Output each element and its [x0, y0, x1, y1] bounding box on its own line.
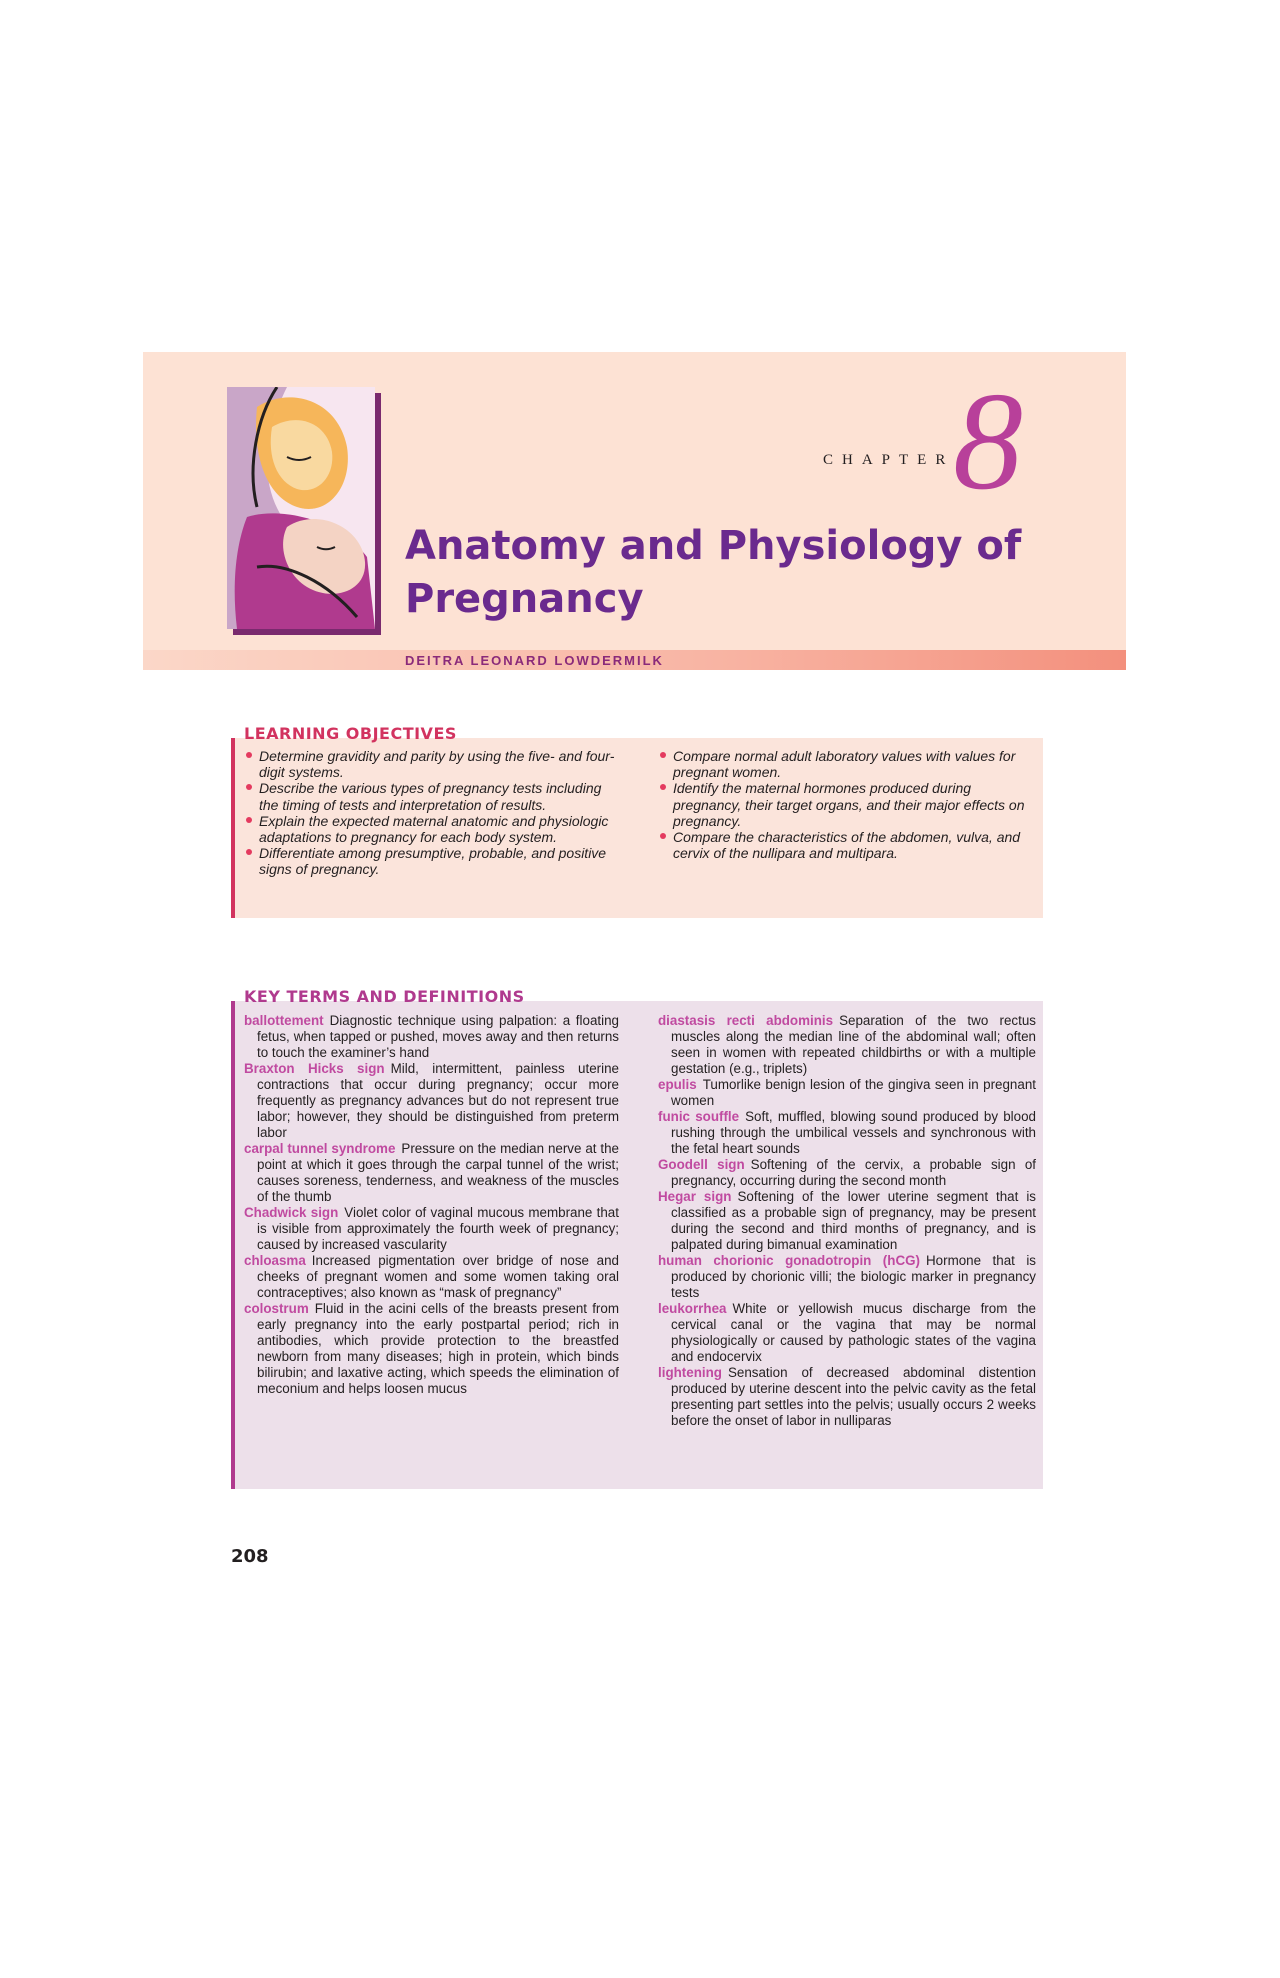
term-entry: [658, 1157, 1036, 1189]
term-entry: [244, 1253, 619, 1301]
term-entry: [244, 1141, 619, 1205]
term-name: carpal tunnel syndrome: [244, 1141, 396, 1156]
term-entry: [658, 1301, 1036, 1365]
mother-and-baby-illustration: [227, 387, 381, 635]
key-terms-left-list: [244, 1013, 619, 1397]
term-entry: [658, 1189, 1036, 1253]
chapter-number: 8: [953, 364, 1023, 519]
term-name: Braxton Hicks sign: [244, 1061, 385, 1076]
objective-item: Identify the maternal hormones produced during pregnancy, their target organs, and their major effects on pregnancy.: [658, 780, 1038, 829]
term-name: colostrum: [244, 1301, 309, 1316]
objective-item: Compare normal adult laboratory values with values for pregnant women.: [658, 748, 1038, 780]
objective-item: Differentiate among presumptive, probable, and positive signs of pregnancy.: [244, 845, 616, 877]
term-definition: Sensation of decreased abdominal distention produced by uterine descent into the pelvic cavity as the fetal presenting part settles into the pelvis; usually occurs 2 weeks before the onset of labor in nulliparas: [671, 1365, 1036, 1428]
objective-item: Explain the expected maternal anatomic and physiologic adaptations to pregnancy for each body system.: [244, 813, 616, 845]
term-definition: Mild, intermittent, painless uterine contractions that occur during pregnancy; occur more frequently as pregnancy advances but do not represent true labor; however, they should be distinguished from preterm labor: [257, 1061, 619, 1140]
term-entry: [658, 1013, 1036, 1077]
term-definition: Separation of the two rectus muscles along the median line of the abdominal wall; often seen in women with repeated childbirths or with a multiple gestation (e.g., triplets): [671, 1013, 1036, 1076]
author-name: DEITRA LEONARD LOWDERMILK: [405, 653, 664, 668]
objective-item: Determine gravidity and parity by using the five- and four-digit systems.: [244, 748, 616, 780]
objectives-right-list: [658, 748, 1038, 861]
term-name: diastasis recti abdominis: [658, 1013, 834, 1028]
learning-objectives-heading: LEARNING OBJECTIVES: [244, 724, 457, 743]
term-entry: [244, 1205, 619, 1253]
term-definition: Softening of the lower uterine segment that is classified as a probable sign of pregnancy, may be present during the second and third months of pregnancy, and is palpated during bimanual examination: [671, 1189, 1037, 1252]
term-definition: White or yellowish mucus discharge from the cervical canal or the vagina that may be normal physiologically or caused by pathologic states of the vagina and endocervix: [671, 1301, 1036, 1364]
objective-item: Describe the various types of pregnancy tests including the timing of tests and interpretation of results.: [244, 780, 616, 812]
term-definition: Hormone that is produced by chorionic villi; the biologic marker in pregnancy tests: [671, 1253, 1036, 1300]
term-entry: [658, 1077, 1036, 1109]
chapter-label: CHAPTER: [823, 452, 955, 468]
bullet-icon: [246, 784, 252, 790]
bullet-icon: [246, 849, 252, 855]
term-definition: Softening of the cervix, a probable sign of pregnancy, occurring during the second month: [671, 1157, 1036, 1188]
term-name: lightening: [658, 1365, 722, 1380]
key-terms-box: [231, 987, 1043, 1489]
term-name: human chorionic gonadotropin (hCG): [658, 1253, 920, 1268]
objectives-left-list: [244, 748, 616, 878]
term-definition: Violet color of vaginal mucous membrane that is visible from approximately the fourth week of pregnancy; caused by increased vascularity: [257, 1205, 619, 1252]
term-name: Hegar sign: [658, 1189, 732, 1204]
term-entry: [658, 1253, 1036, 1301]
term-definition: Increased pigmentation over bridge of nose and cheeks of pregnant women and some women taking oral contraceptives; also known as “mask of pregnancy”: [257, 1253, 619, 1300]
chapter-title: Anatomy and Physiology of Pregnancy: [405, 523, 1022, 622]
bullet-icon: [246, 752, 252, 758]
bullet-icon: [660, 784, 666, 790]
term-name: Chadwick sign: [244, 1205, 339, 1220]
term-definition: Soft, muffled, blowing sound produced by blood rushing through the umbilical vessels and synchronous with the fetal heart sounds: [671, 1109, 1036, 1156]
term-entry: [244, 1061, 619, 1141]
chapter-banner: [143, 352, 1126, 670]
term-name: epulis: [658, 1077, 697, 1092]
term-name: ballottement: [244, 1013, 324, 1028]
term-entry: [244, 1013, 619, 1061]
bullet-icon: [660, 833, 666, 839]
term-entry: [244, 1301, 619, 1397]
term-definition: Diagnostic technique using palpation: a floating fetus, when tapped or pushed, moves away and then returns to touch the examiner’s hand: [257, 1013, 619, 1060]
key-terms-heading: KEY TERMS AND DEFINITIONS: [244, 987, 525, 1006]
term-name: leukorrhea: [658, 1301, 727, 1316]
term-name: funic souffle: [658, 1109, 740, 1124]
term-definition: Pressure on the median nerve at the point at which it goes through the carpal tunnel of the wrist; causes soreness, tenderness, and weakness of the muscles of the thumb: [257, 1141, 619, 1204]
term-entry: [658, 1109, 1036, 1157]
learning-objectives-box: [231, 724, 1043, 918]
key-terms-right-list: [658, 1013, 1036, 1429]
page-number: 208: [231, 1546, 269, 1567]
term-name: chloasma: [244, 1253, 306, 1268]
term-entry: [658, 1365, 1036, 1429]
objective-item: Compare the characteristics of the abdomen, vulva, and cervix of the nullipara and multipara.: [658, 829, 1038, 861]
term-definition: Tumorlike benign lesion of the gingiva seen in pregnant women: [671, 1077, 1036, 1108]
bullet-icon: [246, 817, 252, 823]
term-definition: Fluid in the acini cells of the breasts present from early pregnancy into the early postpartal period; rich in antibodies, which provide protection to the breastfed newborn from many diseases; high in protein, which binds bilirubin; and laxative acting, which speeds the elimination of meconium and helps loosen mucus: [257, 1301, 619, 1396]
term-name: Goodell sign: [658, 1157, 745, 1172]
bullet-icon: [660, 752, 666, 758]
